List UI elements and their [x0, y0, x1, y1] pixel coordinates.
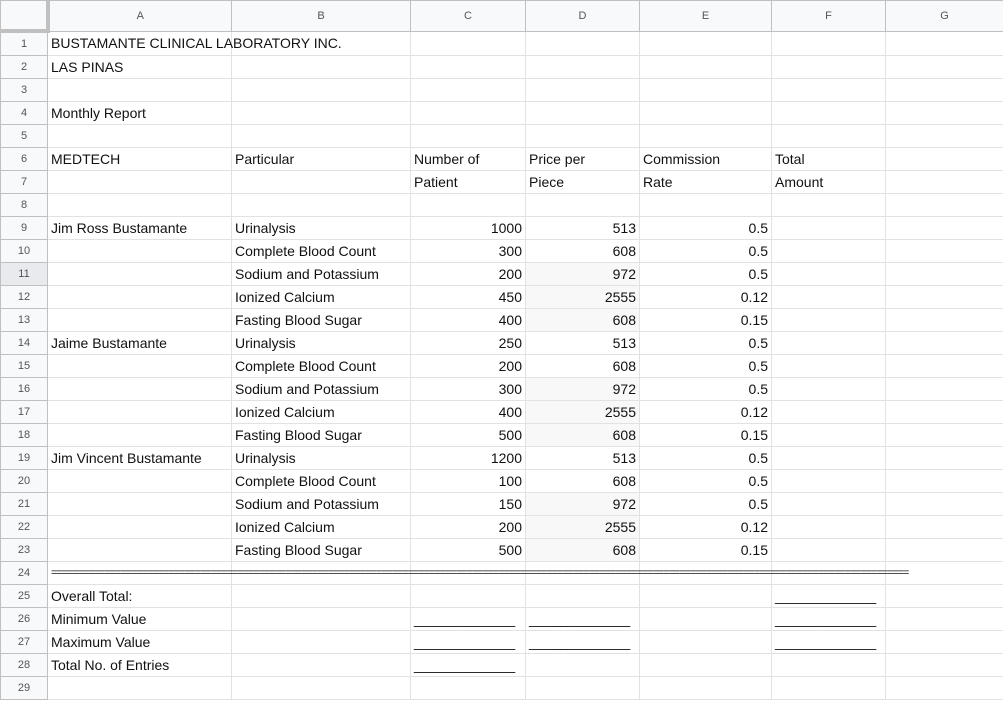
cell-f26[interactable]: _____________: [772, 608, 886, 631]
cell-b2[interactable]: [232, 56, 411, 79]
cell-d4[interactable]: [526, 102, 640, 125]
cell-c16[interactable]: 300: [411, 378, 526, 401]
cell-e11[interactable]: 0.5: [640, 263, 772, 286]
cell-g20[interactable]: [886, 470, 1003, 493]
cell-g3[interactable]: [886, 79, 1003, 102]
cell-f7[interactable]: Amount: [772, 171, 886, 194]
cell-c7[interactable]: Patient: [411, 171, 526, 194]
table-row: [1, 309, 1003, 332]
cell-d17[interactable]: 2555: [526, 401, 640, 424]
cell-g1[interactable]: [886, 31, 1003, 56]
cell-b19[interactable]: Urinalysis: [232, 447, 411, 470]
table-row: [1, 217, 1003, 240]
cell-g26[interactable]: [886, 608, 1003, 631]
column-header-e[interactable]: E: [640, 1, 772, 32]
cell-e22[interactable]: 0.12: [640, 516, 772, 539]
cell-d12[interactable]: 2555: [526, 286, 640, 309]
cell-e13[interactable]: 0.15: [640, 309, 772, 332]
cell-b12[interactable]: Ionized Calcium: [232, 286, 411, 309]
table-row: [1, 516, 1003, 539]
cell-f16[interactable]: [772, 378, 886, 401]
cell-g13[interactable]: [886, 309, 1003, 332]
cell-b14[interactable]: Urinalysis: [232, 332, 411, 355]
cell-g29[interactable]: [886, 677, 1003, 700]
cell-e14[interactable]: 0.5: [640, 332, 772, 355]
cell-b7[interactable]: [232, 171, 411, 194]
cell-c17[interactable]: 400: [411, 401, 526, 424]
cell-b6[interactable]: Particular: [232, 148, 411, 171]
cell-a11[interactable]: [48, 263, 232, 286]
row-header[interactable]: 21: [1, 493, 48, 516]
row-header[interactable]: 6: [1, 148, 48, 171]
cell-b20[interactable]: Complete Blood Count: [232, 470, 411, 493]
cell-g25[interactable]: [886, 585, 1003, 608]
cell-g6[interactable]: [886, 148, 1003, 171]
cell-e10[interactable]: 0.5: [640, 240, 772, 263]
cell-g5[interactable]: [886, 125, 1003, 148]
cell-d14[interactable]: 513: [526, 332, 640, 355]
cell-a5[interactable]: [48, 125, 232, 148]
cell-f15[interactable]: [772, 355, 886, 378]
cell-g22[interactable]: [886, 516, 1003, 539]
column-header-a[interactable]: A: [48, 1, 232, 32]
cell-a21[interactable]: [48, 493, 232, 516]
cell-c6[interactable]: Number of: [411, 148, 526, 171]
cell-c26[interactable]: _____________: [411, 608, 526, 631]
table-row: [1, 56, 1003, 79]
cell-a14[interactable]: Jaime Bustamante: [48, 332, 232, 355]
cell-b3[interactable]: [232, 79, 411, 102]
table-row: [1, 378, 1003, 401]
row-header[interactable]: 22: [1, 516, 48, 539]
row-header[interactable]: 18: [1, 424, 48, 447]
cell-d16[interactable]: 972: [526, 378, 640, 401]
cell-a2[interactable]: LAS PINAS: [48, 56, 232, 79]
cell-e19[interactable]: 0.5: [640, 447, 772, 470]
row-header[interactable]: 26: [1, 608, 48, 631]
cell-c10[interactable]: 300: [411, 240, 526, 263]
cell-d5[interactable]: [526, 125, 640, 148]
cell-d13[interactable]: 608: [526, 309, 640, 332]
table-row: [1, 263, 1003, 286]
cell-b10[interactable]: Complete Blood Count: [232, 240, 411, 263]
cell-c9[interactable]: 1000: [411, 217, 526, 240]
cell-g17[interactable]: [886, 401, 1003, 424]
cell-b17[interactable]: Ionized Calcium: [232, 401, 411, 424]
cell-a24[interactable]: =================================================================================================================================================================: [48, 562, 232, 585]
row-header[interactable]: 23: [1, 539, 48, 562]
row-header[interactable]: 10: [1, 240, 48, 263]
cell-g16[interactable]: [886, 378, 1003, 401]
row-header[interactable]: 15: [1, 355, 48, 378]
column-header-f[interactable]: F: [772, 1, 886, 32]
cell-e7[interactable]: Rate: [640, 171, 772, 194]
cell-d27[interactable]: _____________: [526, 631, 640, 654]
row-header[interactable]: 17: [1, 401, 48, 424]
table-row: [1, 240, 1003, 263]
cell-a20[interactable]: [48, 470, 232, 493]
cell-d2[interactable]: [526, 56, 640, 79]
column-header-c[interactable]: C: [411, 1, 526, 32]
cell-b23[interactable]: Fasting Blood Sugar: [232, 539, 411, 562]
cell-f8[interactable]: [772, 194, 886, 217]
cell-d6[interactable]: Price per: [526, 148, 640, 171]
table-row: [1, 401, 1003, 424]
cell-b11[interactable]: Sodium and Potassium: [232, 263, 411, 286]
cell-a18[interactable]: [48, 424, 232, 447]
cell-f4[interactable]: [772, 102, 886, 125]
cell-e1[interactable]: [640, 31, 772, 56]
cell-e25[interactable]: [640, 585, 772, 608]
cell-a10[interactable]: [48, 240, 232, 263]
cell-f1[interactable]: [772, 31, 886, 56]
cell-d11[interactable]: 972: [526, 263, 640, 286]
cell-f3[interactable]: [772, 79, 886, 102]
cell-e15[interactable]: 0.5: [640, 355, 772, 378]
table-row: [1, 631, 1003, 654]
cell-b18[interactable]: Fasting Blood Sugar: [232, 424, 411, 447]
cell-a13[interactable]: [48, 309, 232, 332]
cell-e8[interactable]: [640, 194, 772, 217]
cell-e3[interactable]: [640, 79, 772, 102]
column-header-d[interactable]: D: [526, 1, 640, 32]
cell-g28[interactable]: [886, 654, 1003, 677]
cell-f22[interactable]: [772, 516, 886, 539]
cell-c5[interactable]: [411, 125, 526, 148]
cell-b27[interactable]: [232, 631, 411, 654]
table-row: [1, 286, 1003, 309]
table-row: [1, 654, 1003, 677]
cell-b4[interactable]: [232, 102, 411, 125]
cell-e23[interactable]: 0.15: [640, 539, 772, 562]
row-header[interactable]: 7: [1, 171, 48, 194]
cell-a26[interactable]: Minimum Value: [48, 608, 232, 631]
cell-g27[interactable]: [886, 631, 1003, 654]
cell-a7[interactable]: [48, 171, 232, 194]
cell-e12[interactable]: 0.12: [640, 286, 772, 309]
cell-a22[interactable]: [48, 516, 232, 539]
cell-d26[interactable]: _____________: [526, 608, 640, 631]
cell-b5[interactable]: [232, 125, 411, 148]
row-header[interactable]: 4: [1, 102, 48, 125]
table-row: [1, 447, 1003, 470]
row-header[interactable]: 13: [1, 309, 48, 332]
row-header[interactable]: 25: [1, 585, 48, 608]
cell-a28[interactable]: Total No. of Entries: [48, 654, 232, 677]
cell-e29[interactable]: [640, 677, 772, 700]
cell-c4[interactable]: [411, 102, 526, 125]
table-row: [1, 562, 1003, 585]
cell-c22[interactable]: 200: [411, 516, 526, 539]
select-all-corner[interactable]: [1, 1, 48, 32]
cell-g7[interactable]: [886, 171, 1003, 194]
cell-a8[interactable]: [48, 194, 232, 217]
cell-g18[interactable]: [886, 424, 1003, 447]
cell-c27[interactable]: _____________: [411, 631, 526, 654]
cell-b15[interactable]: Complete Blood Count: [232, 355, 411, 378]
cell-d15[interactable]: 608: [526, 355, 640, 378]
cell-d28[interactable]: [526, 654, 640, 677]
row-header[interactable]: 9: [1, 217, 48, 240]
cell-e17[interactable]: 0.12: [640, 401, 772, 424]
cell-d20[interactable]: 608: [526, 470, 640, 493]
cell-c23[interactable]: 500: [411, 539, 526, 562]
cell-e18[interactable]: 0.15: [640, 424, 772, 447]
cell-e26[interactable]: [640, 608, 772, 631]
cell-f25[interactable]: _____________: [772, 585, 886, 608]
table-row: [1, 355, 1003, 378]
cell-e2[interactable]: [640, 56, 772, 79]
row-header[interactable]: 14: [1, 332, 48, 355]
cell-d22[interactable]: 2555: [526, 516, 640, 539]
table-row: [1, 585, 1003, 608]
cell-d19[interactable]: 513: [526, 447, 640, 470]
column-header-g[interactable]: G: [886, 1, 1003, 32]
cell-c25[interactable]: [411, 585, 526, 608]
cell-a27[interactable]: Maximum Value: [48, 631, 232, 654]
cell-c20[interactable]: 100: [411, 470, 526, 493]
cell-b25[interactable]: [232, 585, 411, 608]
cell-f21[interactable]: [772, 493, 886, 516]
cell-f23[interactable]: [772, 539, 886, 562]
cell-e9[interactable]: 0.5: [640, 217, 772, 240]
table-row: [1, 470, 1003, 493]
cell-b13[interactable]: Fasting Blood Sugar: [232, 309, 411, 332]
column-header-row: [1, 1, 1003, 32]
table-row: [1, 493, 1003, 516]
cell-g23[interactable]: [886, 539, 1003, 562]
cell-c29[interactable]: [411, 677, 526, 700]
cell-a15[interactable]: [48, 355, 232, 378]
cell-d3[interactable]: [526, 79, 640, 102]
cell-f5[interactable]: [772, 125, 886, 148]
cell-f13[interactable]: [772, 309, 886, 332]
cell-c8[interactable]: [411, 194, 526, 217]
table-row: [1, 79, 1003, 102]
row-header[interactable]: 11: [1, 263, 48, 286]
cell-d10[interactable]: 608: [526, 240, 640, 263]
row-header[interactable]: 27: [1, 631, 48, 654]
cell-e28[interactable]: [640, 654, 772, 677]
cell-b28[interactable]: [232, 654, 411, 677]
table-row: [1, 125, 1003, 148]
cell-g12[interactable]: [886, 286, 1003, 309]
cell-c3[interactable]: [411, 79, 526, 102]
cell-f18[interactable]: [772, 424, 886, 447]
cell-e20[interactable]: 0.5: [640, 470, 772, 493]
cell-f10[interactable]: [772, 240, 886, 263]
row-header[interactable]: 20: [1, 470, 48, 493]
cell-a16[interactable]: [48, 378, 232, 401]
cell-c15[interactable]: 200: [411, 355, 526, 378]
table-row: [1, 677, 1003, 700]
cell-a25[interactable]: Overall Total:: [48, 585, 232, 608]
cell-g15[interactable]: [886, 355, 1003, 378]
cell-c11[interactable]: 200: [411, 263, 526, 286]
table-row: [1, 424, 1003, 447]
cell-c19[interactable]: 1200: [411, 447, 526, 470]
sheet-body: [1, 31, 1003, 700]
cell-e21[interactable]: 0.5: [640, 493, 772, 516]
row-header[interactable]: 29: [1, 677, 48, 700]
row-header[interactable]: 16: [1, 378, 48, 401]
cell-c14[interactable]: 250: [411, 332, 526, 355]
cell-a12[interactable]: [48, 286, 232, 309]
cell-b22[interactable]: Ionized Calcium: [232, 516, 411, 539]
table-row: [1, 148, 1003, 171]
cell-a17[interactable]: [48, 401, 232, 424]
row-header[interactable]: 12: [1, 286, 48, 309]
cell-f9[interactable]: [772, 217, 886, 240]
row-header[interactable]: 8: [1, 194, 48, 217]
cell-c12[interactable]: 450: [411, 286, 526, 309]
cell-d29[interactable]: [526, 677, 640, 700]
cell-f27[interactable]: _____________: [772, 631, 886, 654]
row-header[interactable]: 19: [1, 447, 48, 470]
cell-g10[interactable]: [886, 240, 1003, 263]
row-header[interactable]: 1: [1, 31, 48, 56]
cell-f2[interactable]: [772, 56, 886, 79]
cell-d8[interactable]: [526, 194, 640, 217]
cell-c28[interactable]: _____________: [411, 654, 526, 677]
cell-g2[interactable]: [886, 56, 1003, 79]
cell-b26[interactable]: [232, 608, 411, 631]
cell-e16[interactable]: 0.5: [640, 378, 772, 401]
cell-g11[interactable]: [886, 263, 1003, 286]
cell-d25[interactable]: [526, 585, 640, 608]
cell-a4[interactable]: Monthly Report: [48, 102, 232, 125]
cell-c18[interactable]: 500: [411, 424, 526, 447]
cell-e6[interactable]: Commission: [640, 148, 772, 171]
cell-d21[interactable]: 972: [526, 493, 640, 516]
cell-g19[interactable]: [886, 447, 1003, 470]
table-row: [1, 102, 1003, 125]
cell-e4[interactable]: [640, 102, 772, 125]
cell-b29[interactable]: [232, 677, 411, 700]
cell-d23[interactable]: 608: [526, 539, 640, 562]
cell-f29[interactable]: [772, 677, 886, 700]
cell-d18[interactable]: 608: [526, 424, 640, 447]
cell-c21[interactable]: 150: [411, 493, 526, 516]
table-row: [1, 171, 1003, 194]
row-header[interactable]: 5: [1, 125, 48, 148]
cell-g4[interactable]: [886, 102, 1003, 125]
cell-f6[interactable]: Total: [772, 148, 886, 171]
row-header[interactable]: 3: [1, 79, 48, 102]
cell-b8[interactable]: [232, 194, 411, 217]
cell-f12[interactable]: [772, 286, 886, 309]
table-row: [1, 31, 1003, 56]
table-row: [1, 194, 1003, 217]
column-header-b[interactable]: B: [232, 1, 411, 32]
cell-a29[interactable]: [48, 677, 232, 700]
cell-e5[interactable]: [640, 125, 772, 148]
cell-a3[interactable]: [48, 79, 232, 102]
cell-g14[interactable]: [886, 332, 1003, 355]
cell-f28[interactable]: [772, 654, 886, 677]
cell-c2[interactable]: [411, 56, 526, 79]
row-header[interactable]: 24: [1, 562, 48, 585]
cell-b21[interactable]: Sodium and Potassium: [232, 493, 411, 516]
cell-a23[interactable]: [48, 539, 232, 562]
table-row: [1, 539, 1003, 562]
cell-g21[interactable]: [886, 493, 1003, 516]
cell-e27[interactable]: [640, 631, 772, 654]
cell-b16[interactable]: Sodium and Potassium: [232, 378, 411, 401]
cell-d7[interactable]: Piece: [526, 171, 640, 194]
cell-a19[interactable]: Jim Vincent Bustamante: [48, 447, 232, 470]
row-header[interactable]: 2: [1, 56, 48, 79]
row-header[interactable]: 28: [1, 654, 48, 677]
cell-g9[interactable]: [886, 217, 1003, 240]
cell-d1[interactable]: [526, 31, 640, 56]
cell-a9[interactable]: Jim Ross Bustamante: [48, 217, 232, 240]
cell-f19[interactable]: [772, 447, 886, 470]
table-row: [1, 332, 1003, 355]
cell-f17[interactable]: [772, 401, 886, 424]
cell-a1[interactable]: BUSTAMANTE CLINICAL LABORATORY INC.: [48, 31, 232, 56]
cell-f11[interactable]: [772, 263, 886, 286]
cell-f14[interactable]: [772, 332, 886, 355]
cell-d9[interactable]: 513: [526, 217, 640, 240]
cell-f20[interactable]: [772, 470, 886, 493]
cell-c13[interactable]: 400: [411, 309, 526, 332]
cell-b9[interactable]: Urinalysis: [232, 217, 411, 240]
cell-a6[interactable]: MEDTECH: [48, 148, 232, 171]
table-row: [1, 608, 1003, 631]
cell-c1[interactable]: [411, 31, 526, 56]
cell-g8[interactable]: [886, 194, 1003, 217]
